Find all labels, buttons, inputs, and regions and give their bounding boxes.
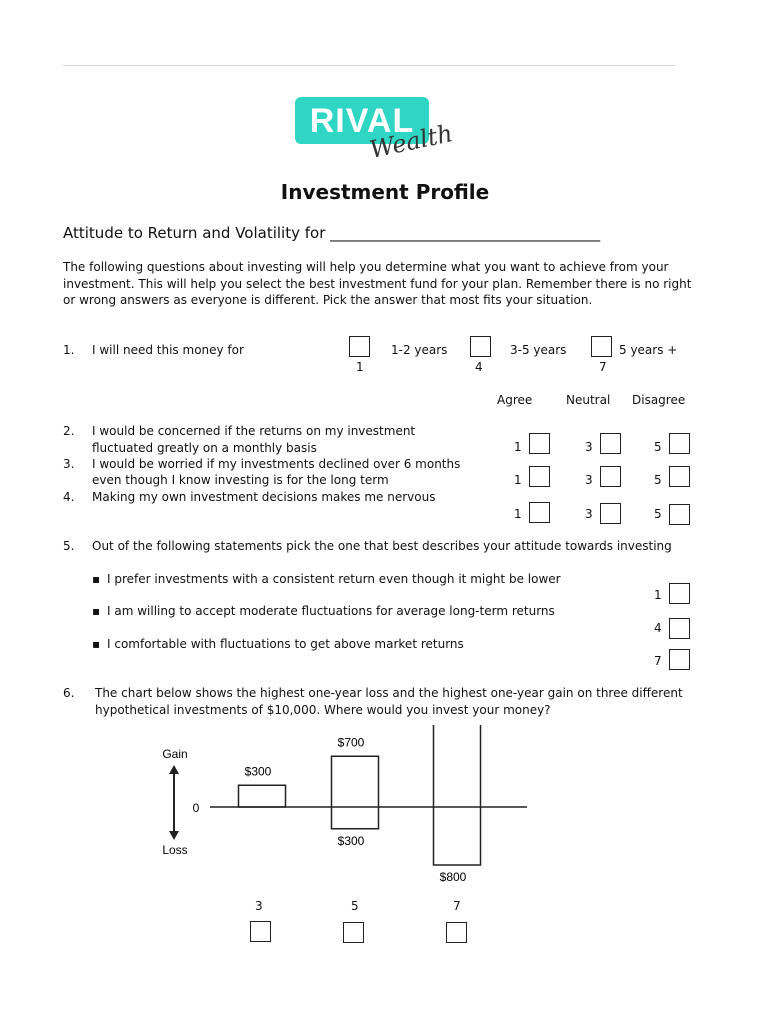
q5-statement: I am willing to accept moderate fluctuations for average long-term returns: [107, 604, 555, 618]
chart-gain-label: Gain: [162, 747, 188, 761]
q5-checkbox-7[interactable]: [669, 649, 690, 670]
q6-score: 3: [255, 899, 263, 913]
risk-chart: [0, 725, 770, 900]
q1-option-score: 4: [475, 360, 483, 374]
q5-checkbox-1[interactable]: [669, 583, 690, 604]
q6-score: 7: [453, 899, 461, 913]
chart-bar: [239, 785, 286, 807]
q3-checkbox-neutral[interactable]: [600, 466, 621, 487]
chart-gain-value: $700: [337, 735, 365, 750]
logo-text: RIVAL: [309, 102, 415, 140]
q1-number: 1.: [63, 343, 75, 357]
chart-loss-value: $800: [439, 870, 467, 884]
q1-option-label: 5 years +: [619, 343, 678, 357]
chart-loss-value: $300: [337, 833, 365, 848]
q1-option-label: 3-5 years: [510, 343, 567, 357]
q2-checkbox-neutral[interactable]: [600, 433, 621, 454]
q2-text-line1: I would be concerned if the returns on my investment: [92, 424, 416, 438]
q5-statement: I comfortable with fluctuations to get above market returns: [107, 637, 464, 651]
q6-text-line1: The chart below shows the highest one-year loss and the highest one-year gain on three different: [95, 686, 683, 700]
q2-score: 5: [654, 440, 662, 454]
q6-text-line2: hypothetical investments of $10,000. Where would you invest your money?: [95, 703, 551, 717]
q2-number: 2.: [63, 424, 75, 438]
q5-score: 1: [654, 588, 662, 602]
q1-checkbox-1[interactable]: [349, 336, 370, 357]
header-neutral: Neutral: [566, 393, 611, 407]
chart-loss-label: Loss: [162, 843, 188, 857]
q2-score: 1: [514, 440, 522, 454]
q5-bullet: ▪: [92, 604, 101, 618]
q3-score: 3: [585, 473, 593, 487]
q3-text-line2: even though I know investing is for the long term: [92, 473, 389, 487]
q4-checkbox-neutral[interactable]: [600, 503, 621, 524]
q4-text: Making my own investment decisions makes me nervous: [92, 490, 436, 504]
q3-score: 1: [514, 473, 522, 487]
q1-option-score: 1: [356, 360, 364, 374]
q5-score: 4: [654, 621, 662, 635]
intro-paragraph: The following questions about investing will help you determine what you want to achieve from your investment. This will help you select the best investment fund for your plan. Remember there is no right or wrong answers as everyone is different. Pick the answer that most fits your situation.: [63, 260, 692, 307]
q1-checkbox-7[interactable]: [591, 336, 612, 357]
q5-checkbox-4[interactable]: [669, 618, 690, 639]
q5-statement: I prefer investments with a consistent return even though it might be lower: [107, 572, 561, 586]
q6-number: 6.: [63, 686, 75, 700]
q4-score: 1: [514, 507, 522, 521]
chart-arrow-up: [169, 765, 179, 774]
q2-score: 3: [585, 440, 593, 454]
q6-checkbox-7[interactable]: [446, 922, 467, 943]
q3-checkbox-agree[interactable]: [529, 466, 550, 487]
q2-checkbox-disagree[interactable]: [669, 433, 690, 454]
q4-score: 3: [585, 507, 593, 521]
chart-bar: [332, 756, 379, 829]
q5-number: 5.: [63, 539, 75, 553]
chart-bar: [434, 725, 481, 865]
q1-option-score: 7: [599, 360, 607, 374]
q6-score: 5: [351, 899, 359, 913]
q4-checkbox-agree[interactable]: [529, 502, 550, 523]
chart-arrow-down: [169, 831, 179, 840]
q6-checkbox-3[interactable]: [250, 921, 271, 942]
q4-checkbox-disagree[interactable]: [669, 504, 690, 525]
subtitle: Attitude to Return and Volatility for ____________________________________: [63, 224, 601, 242]
q1-checkbox-4[interactable]: [470, 336, 491, 357]
q3-checkbox-disagree[interactable]: [669, 466, 690, 487]
q2-text-line2: fluctuated greatly on a monthly basis: [92, 441, 317, 455]
q4-number: 4.: [63, 490, 75, 504]
header-agree: Agree: [497, 393, 533, 407]
q3-number: 3.: [63, 457, 75, 471]
page-title: Investment Profile: [280, 180, 490, 204]
q6-checkbox-5[interactable]: [343, 922, 364, 943]
q1-text: I will need this money for: [92, 343, 244, 357]
q5-bullet: ▪: [92, 637, 101, 651]
logo-tagline: Wealth: [367, 119, 456, 164]
q4-score: 5: [654, 507, 662, 521]
q2-checkbox-agree[interactable]: [529, 433, 550, 454]
chart-gain-value: $300: [244, 764, 272, 779]
q1-option-label: 1-2 years: [391, 343, 448, 357]
q5-score: 7: [654, 654, 662, 668]
header-disagree: Disagree: [632, 393, 686, 407]
q3-text-line1: I would be worried if my investments declined over 6 months: [92, 457, 461, 471]
q5-text: Out of the following statements pick the one that best describes your attitude towards investing: [92, 539, 672, 553]
q5-bullet: ▪: [92, 572, 101, 586]
top-rule: [63, 65, 675, 66]
chart-zero-label: 0: [192, 801, 200, 815]
q3-score: 5: [654, 473, 662, 487]
